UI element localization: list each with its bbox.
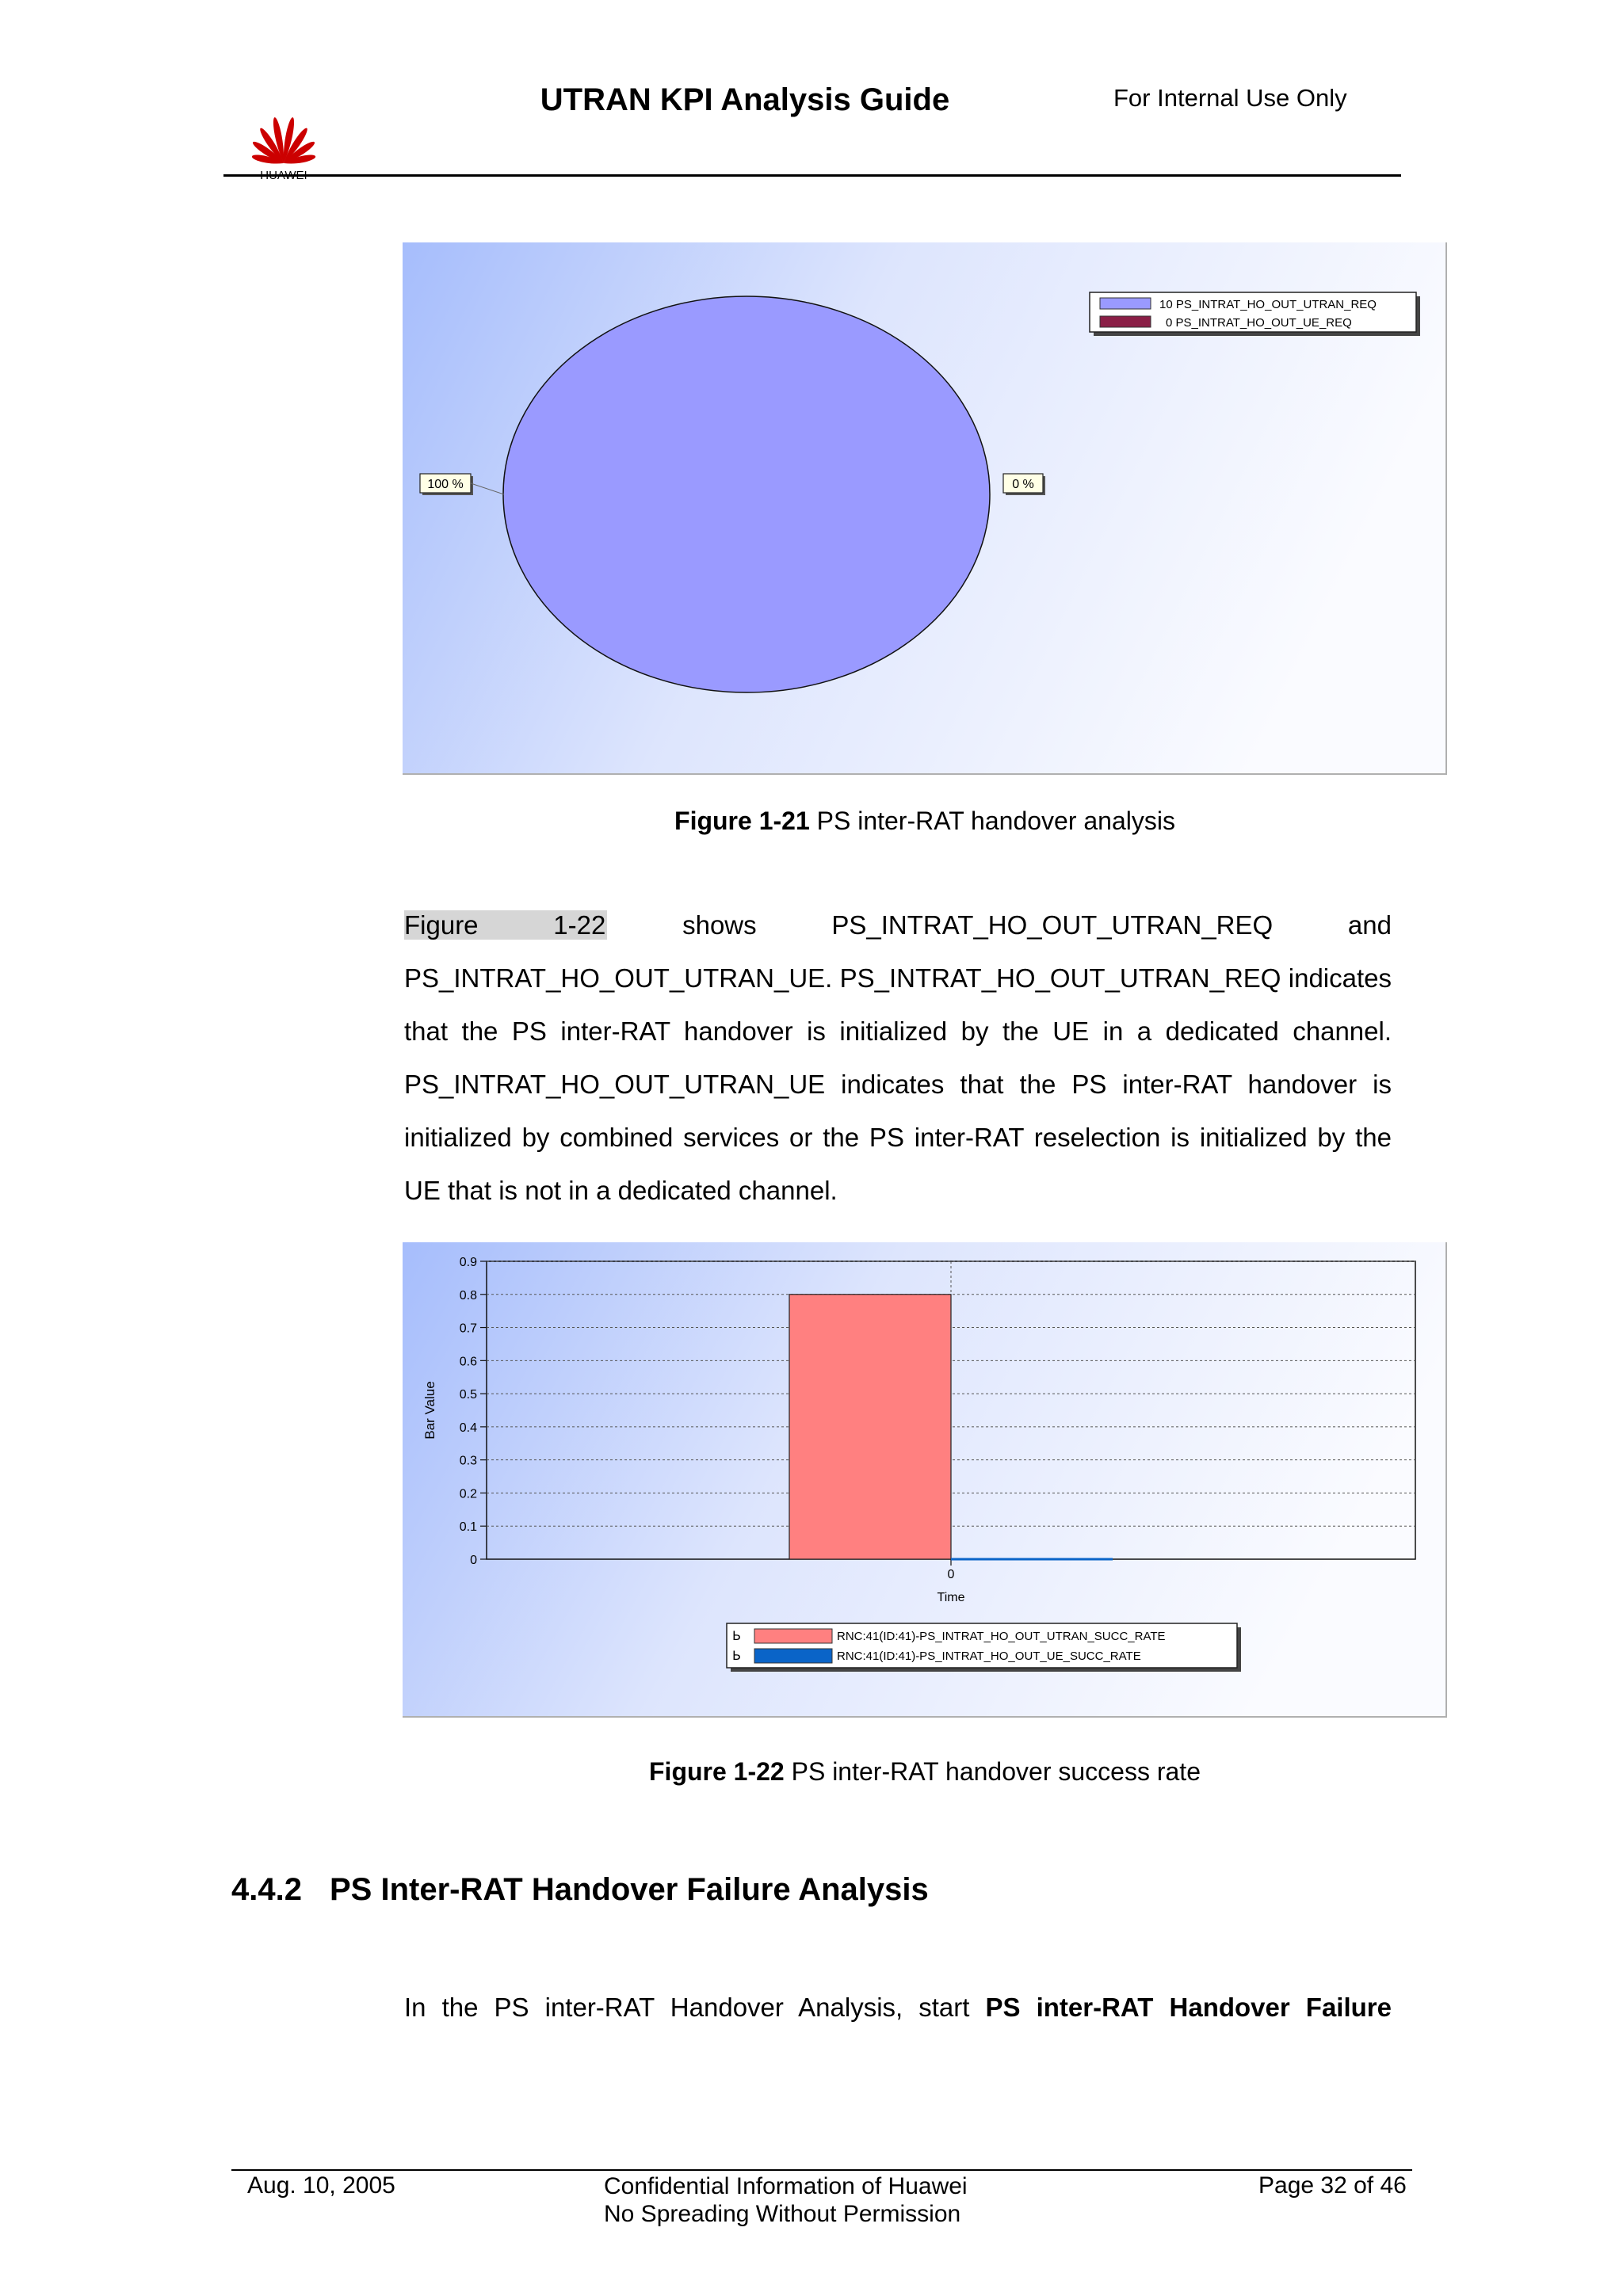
y-tick-label: 0 [470,1554,477,1567]
y-tick-label: 0.5 [459,1388,477,1402]
y-tick-label: 0.7 [459,1322,477,1336]
classification-label: For Internal Use Only [1113,84,1347,112]
figure-22-caption: Figure 1-22 PS inter-RAT handover success rate [649,1757,1201,1786]
legend-swatch-ue [1100,316,1151,327]
footer-divider [231,2169,1412,2171]
document-title: UTRAN KPI Analysis Guide [540,82,950,117]
y-tick-label: 0.3 [459,1454,477,1468]
footer-confidential: Confidential Information of Huawei No Spreading Without Permission [604,2173,968,2227]
x-tick-label: 0 [947,1568,955,1581]
header-divider [223,174,1401,177]
x-axis-label: Time [937,1591,965,1604]
y-tick-label: 0.2 [459,1487,477,1501]
svg-text:HUAWEI: HUAWEI [260,169,307,181]
legend-marker-1: Ь [732,1628,741,1643]
body-paragraph-1: Figure 1-22 shows PS_INTRAT_HO_OUT_UTRAN_REQ and PS_INTRAT_HO_OUT_UTRAN_UE. PS_INTRAT_HO_OUT_UTRAN_REQ indicates that the PS inter-RAT handover is initialized by the UE in a dedicated channel. PS_INTRAT_HO_OUT_UTRAN_UE indicates that the PS inter-RAT handover is initialized by combined services or the PS inter-RAT reselection is initialized by the UE that is not in a dedicated channel. [404,910,1392,1205]
legend-swatch-req [1100,298,1151,309]
pie-legend-entry-1: 10 PS_INTRAT_HO_OUT_UTRAN_REQ [1159,298,1377,311]
legend-swatch-ue [754,1649,832,1663]
y-axis-label: Bar Value [422,1381,437,1440]
footer-date: Aug. 10, 2005 [247,2172,395,2199]
bar [789,1295,951,1559]
pie-percent-label: 100 % [427,478,464,491]
footer-page-number: Page 32 of 46 [1258,2172,1407,2199]
y-tick-label: 0.1 [459,1520,477,1535]
pie-chart-figure [403,242,1447,775]
section-heading: 4.4.2 PS Inter-RAT Handover Failure Analysis [231,1872,929,1907]
pie-slice [503,296,990,692]
legend-marker-2: Ь [732,1648,741,1663]
pie-legend-entry-2: 0 PS_INTRAT_HO_OUT_UE_REQ [1166,316,1352,330]
y-tick-label: 0.9 [459,1256,477,1269]
pie-percent-label: 0 % [1012,478,1034,491]
body-paragraph-2: In the PS inter-RAT Handover Analysis, start PS inter-RAT Handover Failure [404,1993,1392,2022]
bar-legend-entry-1: RNC:41(ID:41)-PS_INTRAT_HO_OUT_UTRAN_SUCC_RATE [837,1630,1166,1643]
figure-reference-link[interactable]: Figure 1-22 [404,910,606,940]
bar-chart-figure [403,1242,1447,1718]
bar-legend-entry-2: RNC:41(ID:41)-PS_INTRAT_HO_OUT_UE_SUCC_RATE [837,1650,1141,1663]
y-tick-label: 0.6 [459,1355,477,1369]
legend-swatch-utran [754,1629,832,1643]
figure-21-caption: Figure 1-21 PS inter-RAT handover analysis [674,807,1175,835]
y-tick-label: 0.8 [459,1288,477,1302]
huawei-logo [236,93,331,181]
y-tick-label: 0.4 [459,1421,477,1435]
